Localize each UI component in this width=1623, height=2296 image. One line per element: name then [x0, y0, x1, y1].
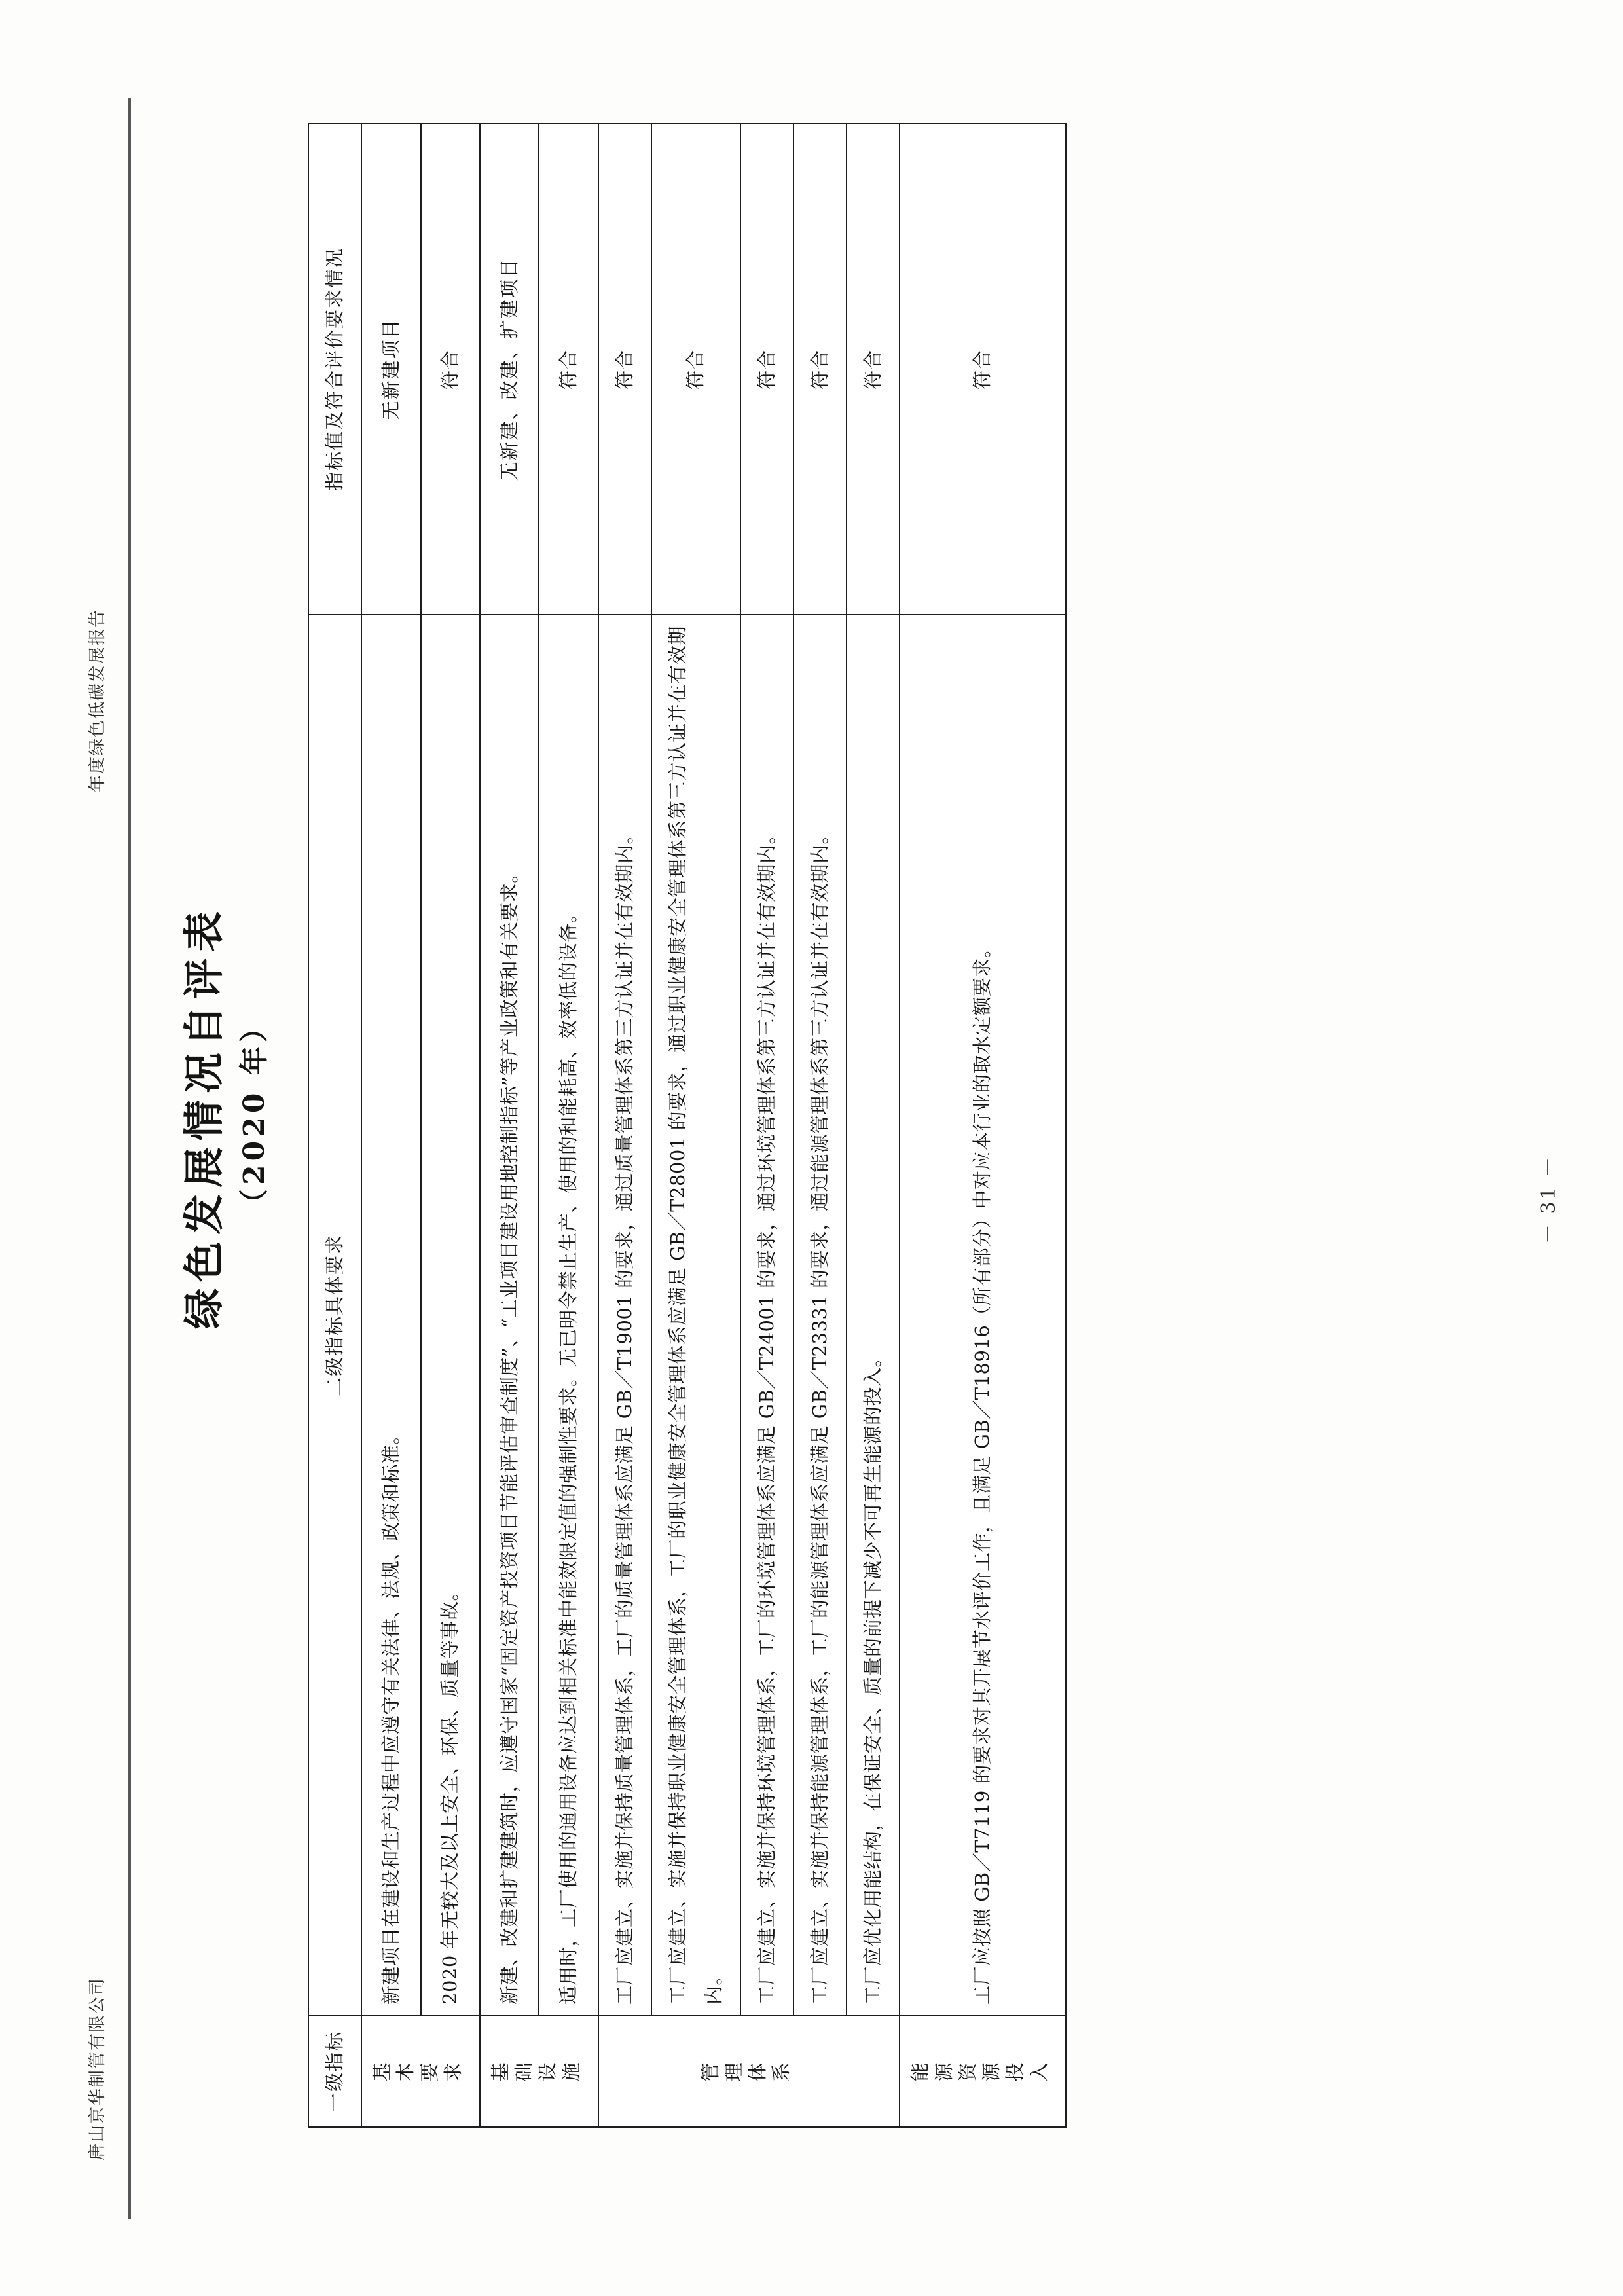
header-company-name: 唐山京华制管有限公司 [88, 1977, 107, 2160]
cell-result: 符合 [793, 124, 847, 615]
cell-requirement: 新建、改建和扩建建筑时，应遵守国家“固定资产投资项目节能评估审查制度”、“工业项目建设用地控制指标”等产业政策和有关要求。 [480, 615, 539, 2016]
cell-level1-category [480, 2016, 598, 2127]
header-report-name: 年度绿色低碳发展报告 [88, 608, 107, 792]
table-row [539, 124, 598, 2127]
cell-requirement: 工厂应建立、实施并保持质量管理体系，工厂的质量管理体系应满足 GB／T19001 的要求，通过质量管理体系第三方认证并在有效期内。 [598, 615, 651, 2016]
table-row [900, 124, 1065, 2127]
self-assessment-table-wrapper [308, 123, 1067, 2128]
table-row [651, 124, 740, 2127]
page-number: － 31 － [1537, 1155, 1560, 1244]
table-row [361, 124, 420, 2127]
table-row [847, 124, 900, 2127]
cell-requirement: 工厂应优化用能结构，在保证安全、质量的前提下减少不可再生能源的投入。 [847, 615, 900, 2016]
table-header-row [308, 124, 361, 2127]
binding-rule [128, 98, 131, 2219]
cell-result: 符合 [539, 124, 598, 615]
category-label: 能 源 资 源 投 入 [909, 2061, 1050, 2082]
cell-result: 无新建项目 [361, 124, 420, 615]
column-header-level1: 一级指标 [308, 2016, 361, 2127]
cell-result: 符合 [421, 124, 480, 615]
table-row [793, 124, 847, 2127]
self-assessment-table [308, 123, 1067, 2128]
cell-result: 符合 [900, 124, 1065, 615]
cell-requirement: 2020 年无较大及以上安全、环保、质量等事故。 [421, 615, 480, 2016]
cell-requirement: 工厂应建立、实施并保持环境管理体系，工厂的环境管理体系应满足 GB／T24001 的要求，通过环境管理体系第三方认证并在有效期内。 [740, 615, 793, 2016]
cell-result: 符合 [651, 124, 740, 615]
page-title: 绿色发展情况自评表 [180, 904, 228, 1329]
cell-level1-category [598, 2016, 900, 2127]
cell-result: 符合 [598, 124, 651, 615]
table-row [598, 124, 651, 2127]
category-label: 基 本 要 求 [371, 2061, 464, 2082]
cell-level1-category [361, 2016, 480, 2127]
page-subtitle: （2020 年） [238, 1010, 271, 1218]
table-body [361, 124, 1066, 2127]
cell-result: 符合 [847, 124, 900, 615]
column-header-level2: 二级指标具体要求 [308, 615, 361, 2016]
cell-requirement: 工厂应按照 GB／T7119 的要求对其开展节水评价工作，且满足 GB／T18916（所有部分）中对应本行业的取水定额要求。 [900, 615, 1065, 2016]
cell-requirement: 工厂应建立、实施并保持职业健康安全管理体系，工厂的职业健康安全管理体系应满足 GB／T28001 的要求，通过职业健康安全管理体系第三方认证并在有效期内。 [651, 615, 740, 2016]
category-label: 管 理 体 系 [699, 2061, 793, 2082]
column-header-result: 指标值及符合评价要求情况 [308, 124, 361, 615]
table-row [480, 124, 539, 2127]
cell-result: 无新建、改建、扩建项目 [480, 124, 539, 615]
cell-result: 符合 [740, 124, 793, 615]
cell-requirement: 适用时，工厂使用的通用设备应达到相关标准中能效限定值的强制性要求。无已明令禁止生产、使用的和能耗高、效率低的设备。 [539, 615, 598, 2016]
cell-requirement: 工厂应建立、实施并保持能源管理体系，工厂的能源管理体系应满足 GB／T23331 的要求，通过能源管理体系第三方认证并在有效期内。 [793, 615, 847, 2016]
table-row [421, 124, 480, 2127]
category-label: 基 础 设 施 [488, 2061, 583, 2082]
cell-requirement: 新建项目在建设和生产过程中应遵守有关法律、法规、政策和标准。 [361, 615, 420, 2016]
cell-level1-category [900, 2016, 1065, 2127]
table-row [740, 124, 793, 2127]
